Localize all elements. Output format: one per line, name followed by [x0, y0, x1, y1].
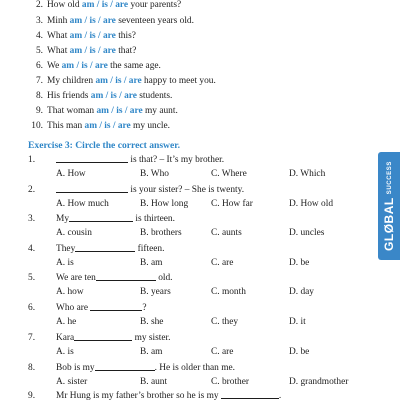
option-b[interactable]: B. aunt	[140, 377, 168, 387]
option-b[interactable]: B. How long	[140, 199, 189, 209]
question-2: 2. is your sister? – She is twenty.	[28, 185, 245, 195]
exercise-item: 9. That woman am / is / are my aunt.	[35, 106, 178, 116]
question-3: 3. My is thirteen.	[28, 214, 175, 224]
option-d[interactable]: D. Which	[289, 169, 326, 179]
option-d[interactable]: D. grandmother	[289, 377, 349, 387]
exercise-item: 6. We am / is / are the same age.	[35, 61, 161, 71]
exercise-item: 8. His friends am / is / are students.	[35, 91, 173, 101]
option-a[interactable]: A. How	[56, 169, 86, 179]
answer-blank[interactable]	[56, 154, 128, 163]
option-c[interactable]: C. they	[211, 317, 239, 327]
exercise-item: 5. What am / is / are that?	[35, 46, 137, 56]
option-c[interactable]: C. are	[211, 347, 234, 357]
global-success-logo: GLØBALSUCCESS	[382, 161, 396, 251]
option-a[interactable]: A. he	[56, 317, 77, 327]
choice-options[interactable]: am / is / are	[96, 106, 143, 116]
choice-options[interactable]: am / is / are	[95, 76, 142, 86]
question-8: 8. Bob is my . He is older than me.	[28, 363, 236, 373]
option-a[interactable]: A. is	[56, 347, 74, 357]
option-b[interactable]: B. am	[140, 258, 163, 268]
choice-options[interactable]: am / is / are	[84, 121, 131, 131]
exercise-item: 2. How old am / is / are your parents?	[35, 0, 182, 10]
option-d[interactable]: D. be	[289, 258, 310, 268]
brand-side-tab	[378, 152, 400, 260]
option-a[interactable]: A. is	[56, 258, 74, 268]
option-b[interactable]: B. am	[140, 347, 163, 357]
choice-options[interactable]: am / is / are	[61, 61, 108, 71]
option-a[interactable]: A. cousin	[56, 228, 92, 238]
answer-blank[interactable]	[95, 362, 155, 371]
option-b[interactable]: B. brothers	[140, 228, 182, 238]
answer-blank[interactable]	[96, 272, 156, 281]
answer-blank[interactable]	[74, 332, 132, 341]
option-c[interactable]: C. are	[211, 258, 234, 268]
choice-options[interactable]: am / is / are	[69, 46, 116, 56]
exercise-item: 3. Minh am / is / are seventeen years old.	[35, 16, 194, 26]
question-5: 5. We are ten old.	[28, 273, 173, 283]
option-c[interactable]: C. Where	[211, 169, 247, 179]
option-b[interactable]: B. Who	[140, 169, 169, 179]
choice-options[interactable]: am / is / are	[90, 91, 137, 101]
choice-options[interactable]: am / is / are	[69, 16, 116, 26]
option-b[interactable]: B. years	[140, 287, 171, 297]
option-d[interactable]: D. uncles	[289, 228, 325, 238]
question-7: 7. Kara my sister.	[28, 333, 171, 343]
exercise-item: 4. What am / is / are this?	[35, 31, 136, 41]
option-a[interactable]: A. how	[56, 287, 84, 297]
answer-blank[interactable]	[56, 184, 128, 193]
option-a[interactable]: A. How much	[56, 199, 109, 209]
question-1: 1. is that? – It’s my brother.	[28, 155, 225, 165]
option-b[interactable]: B. she	[140, 317, 164, 327]
question-6: 6. Who are ?	[28, 303, 147, 313]
option-c[interactable]: C. How far	[211, 199, 253, 209]
choice-options[interactable]: am / is / are	[69, 31, 116, 41]
choice-options[interactable]: am / is / are	[81, 0, 129, 10]
answer-blank[interactable]	[75, 243, 135, 252]
answer-blank[interactable]	[90, 302, 142, 311]
option-d[interactable]: D. How old	[289, 199, 334, 209]
option-c[interactable]: C. month	[211, 287, 246, 297]
exercise-item: 10. This man am / is / are my uncle.	[31, 121, 171, 131]
option-c[interactable]: C. aunts	[211, 228, 242, 238]
question-9: 9. Mr Hung is my father’s brother so he is my .	[28, 391, 282, 401]
question-4: 4. They fifteen.	[28, 244, 165, 254]
option-d[interactable]: D. it	[289, 317, 306, 327]
answer-blank[interactable]	[69, 213, 133, 222]
option-c[interactable]: C. brother	[211, 377, 250, 387]
exercise-3-title: Exercise 3: Circle the correct answer.	[28, 140, 181, 151]
option-d[interactable]: D. day	[289, 287, 314, 297]
option-a[interactable]: A. sister	[56, 377, 88, 387]
option-d[interactable]: D. be	[289, 347, 310, 357]
exercise-item: 7. My children am / is / are happy to meet you.	[35, 76, 216, 86]
answer-blank[interactable]	[221, 390, 279, 399]
